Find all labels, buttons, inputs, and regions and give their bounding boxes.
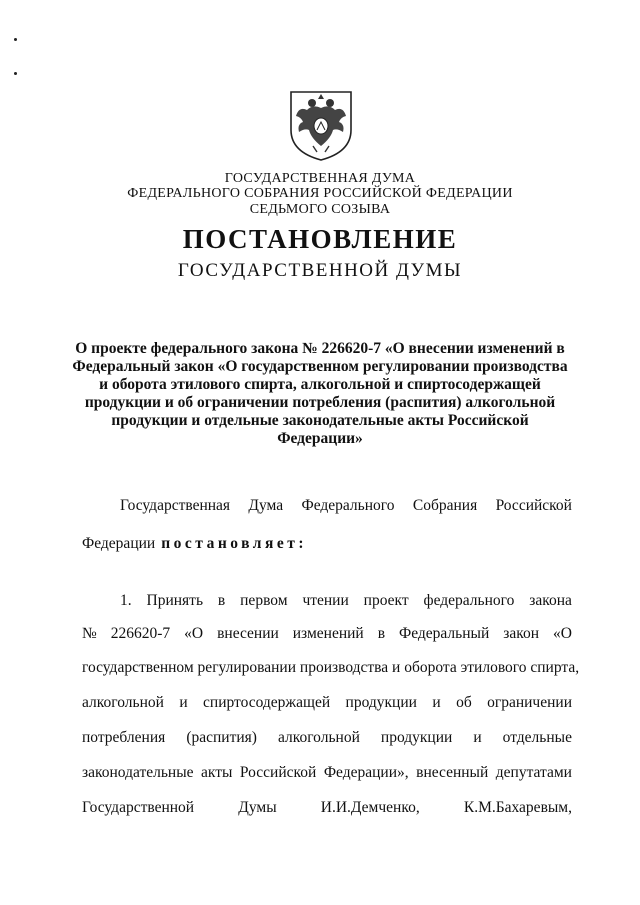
body-word: проект — [363, 592, 409, 609]
body-word: К.М.Бахаревым, — [463, 799, 572, 816]
body-word: Российской — [495, 497, 572, 514]
subject-line: продукции и отдельные законодательные акты Российской — [111, 412, 529, 429]
body-word: Государственной — [82, 799, 195, 816]
body-word: 226620-7 — [110, 625, 171, 642]
body-word: закон — [503, 625, 540, 642]
paragraph-1-line — [82, 625, 572, 643]
scan-mark — [14, 38, 17, 41]
body-word: спиртосодержащей — [203, 694, 331, 711]
resolution-subject — [70, 340, 570, 448]
header-line-duma: ГОСУДАРСТВЕННАЯ ДУМА — [224, 171, 416, 186]
paragraph-1-line — [82, 694, 572, 712]
document-title: ПОСТАНОВЛЕНИЕ — [182, 224, 458, 254]
body-word: внесении — [217, 625, 279, 642]
body-word: законодательные — [82, 764, 194, 781]
body-word: закона — [529, 592, 572, 609]
paragraph-1-line — [82, 729, 572, 747]
body-word: Думы — [238, 799, 277, 816]
body-word: и — [473, 729, 482, 746]
body-word: (распития) — [186, 729, 257, 746]
body-word: № — [82, 625, 97, 642]
body-word: внесенный — [416, 764, 489, 781]
body-word: отдельные — [502, 729, 572, 746]
body-word: продукции — [345, 694, 417, 711]
body-word: алкогольной — [277, 729, 360, 746]
body-text: государственном регулировании производства и оборота этилового спирта, — [82, 659, 580, 676]
body-word: об — [456, 694, 472, 711]
body-intro-line-2 — [82, 535, 572, 553]
body-word: 1. — [120, 592, 132, 609]
body-word: Принять — [146, 592, 204, 609]
body-word: депутатами — [495, 764, 572, 781]
paragraph-1-line — [120, 592, 572, 610]
body-word: «О — [184, 625, 204, 642]
paragraph-1-line — [82, 799, 572, 817]
body-word: в — [217, 592, 226, 609]
body-word: Федерального — [301, 497, 395, 514]
body-word: Российской — [239, 764, 317, 781]
body-word: алкогольной — [82, 694, 164, 711]
subject-line: продукции и об ограничении потребления (распития) алкогольной — [84, 394, 556, 411]
subject-line: и оборота этилового спирта, алкогольной и спиртосодержащей — [99, 376, 541, 393]
subject-line: Федерации» — [277, 430, 363, 447]
header-line-federal-assembly: ФЕДЕРАЛЬНОГО СОБРАНИЯ РОССИЙСКОЙ ФЕДЕРАЦИИ — [127, 186, 513, 201]
body-word: и — [432, 694, 441, 711]
document-subtitle: ГОСУДАРСТВЕННОЙ ДУМЫ — [177, 260, 463, 281]
body-word: первом — [240, 592, 288, 609]
body-word: акты — [201, 764, 233, 781]
body-word: Федерации», — [323, 764, 409, 781]
resolves-word: постановляет: — [161, 535, 308, 552]
body-word: «О — [552, 625, 572, 642]
paragraph-1-line — [82, 659, 580, 677]
body-word: потребления — [82, 729, 166, 746]
body-word: федерального — [423, 592, 515, 609]
body-word: Федеральный — [398, 625, 490, 642]
body-word: Федерации — [82, 535, 156, 552]
body-word: продукции — [380, 729, 453, 746]
body-word: чтении — [302, 592, 349, 609]
body-word: ограничении — [487, 694, 572, 711]
scan-mark — [14, 72, 17, 75]
coat-of-arms-emblem — [287, 86, 355, 162]
subject-line: Федеральный закон «О государственном регулировании производства — [72, 358, 568, 375]
body-word: изменений — [292, 625, 364, 642]
body-word: в — [377, 625, 386, 642]
body-intro-line — [120, 497, 572, 515]
header-line-convocation: СЕДЬМОГО СОЗЫВА — [249, 202, 391, 217]
paragraph-1-line — [82, 764, 572, 782]
body-word: Дума — [248, 497, 284, 514]
subject-line: О проекте федерального закона № 226620-7 «О внесении изменений в — [75, 340, 565, 357]
body-word: И.И.Демченко, — [320, 799, 420, 816]
body-word: и — [179, 694, 188, 711]
body-word: Собрания — [412, 497, 478, 514]
body-word: Государственная — [120, 497, 231, 514]
